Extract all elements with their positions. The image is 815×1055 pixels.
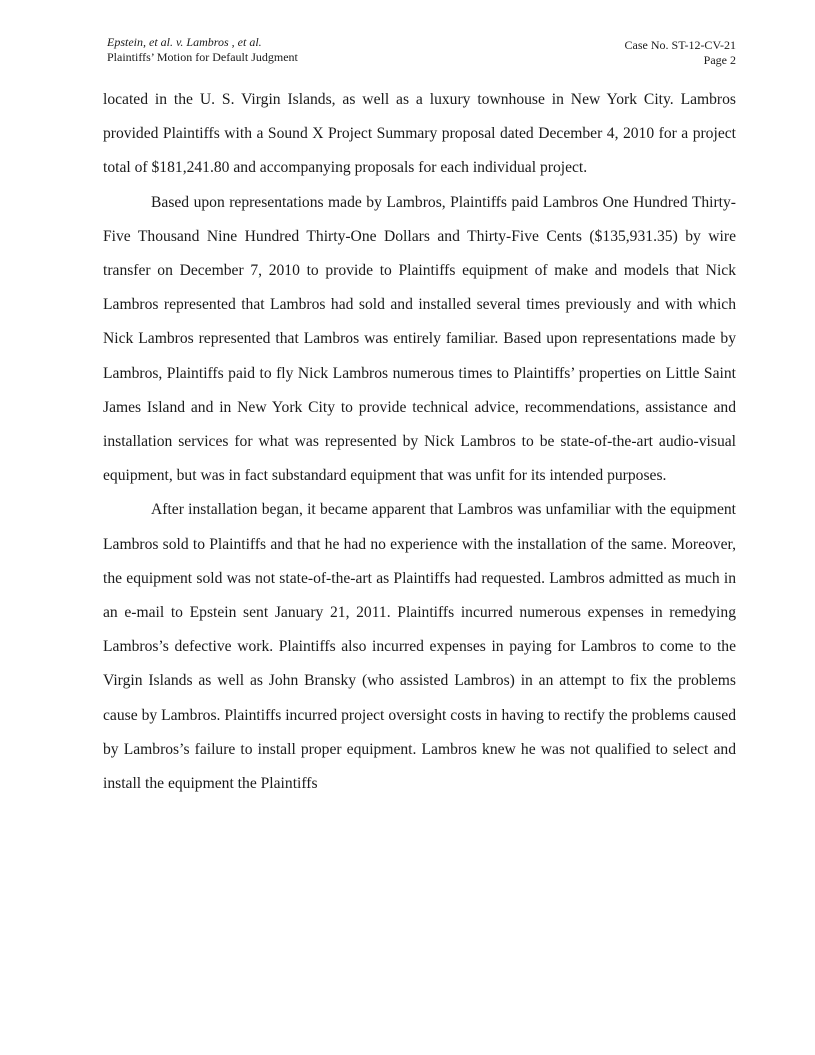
- motion-title: Plaintiffs’ Motion for Default Judgment: [107, 50, 298, 64]
- document-body: [103, 83, 736, 801]
- header-left: [107, 35, 298, 65]
- page-number: Page 2: [703, 53, 736, 67]
- paragraph-continuation: located in the U. S. Virgin Islands, as well as a luxury townhouse in New York City. Lambros provided Plaintiffs with a Sound X Project Summary proposal dated December 4, 2010 for a project total of $181,241.80 and accompanying proposals for each individual project.: [103, 91, 736, 177]
- paragraph-payment: Based upon representations made by Lambros, Plaintiffs paid Lambros One Hundred Thirty-Five Thousand Nine Hundred Thirty-One Dollars and Thirty-Five Cents ($135,931.35) by wire transfer on December 7, 2010 to provide to Plaintiffs equipment of make and models that Nick Lambros represented that Lambros had sold and installed several times previously and with which Nick Lambros represented that Lambros was entirely familiar. Based upon representations made by Lambros, Plaintiffs paid to fly Nick Lambros numerous times to Plaintiffs’ properties on Little Saint James Island and in New York City to provide technical advice, recommendations, assistance and installation services for what was represented by Nick Lambros to be state-of-the-art audio-visual equipment, but was in fact substandard equipment that was unfit for its intended purposes.: [103, 193, 736, 485]
- case-number: Case No. ST-12-CV-21: [624, 38, 736, 52]
- paragraph-installation: After installation began, it became apparent that Lambros was unfamiliar with the equipment Lambros sold to Plaintiffs and that he had no experience with the installation of the same. Moreover, the equipment sold was not state-of-the-art as Plaintiffs had requested. Lambros admitted as much in an e-mail to Epstein sent January 21, 2011. Plaintiffs incurred numerous expenses in remedying Lambros’s defective work. Plaintiffs also incurred expenses in paying for Lambros to come to the Virgin Islands as well as John Bransky (who assisted Lambros) in an attempt to fix the problems cause by Lambros. Plaintiffs incurred project oversight costs in having to rectify the problems caused by Lambros’s failure to install proper equipment. Lambros knew he was not qualified to select and install the equipment the Plaintiffs: [103, 501, 736, 793]
- header-right: [625, 38, 736, 68]
- case-caption: Epstein, et al. v. Lambros , et al.: [107, 35, 262, 49]
